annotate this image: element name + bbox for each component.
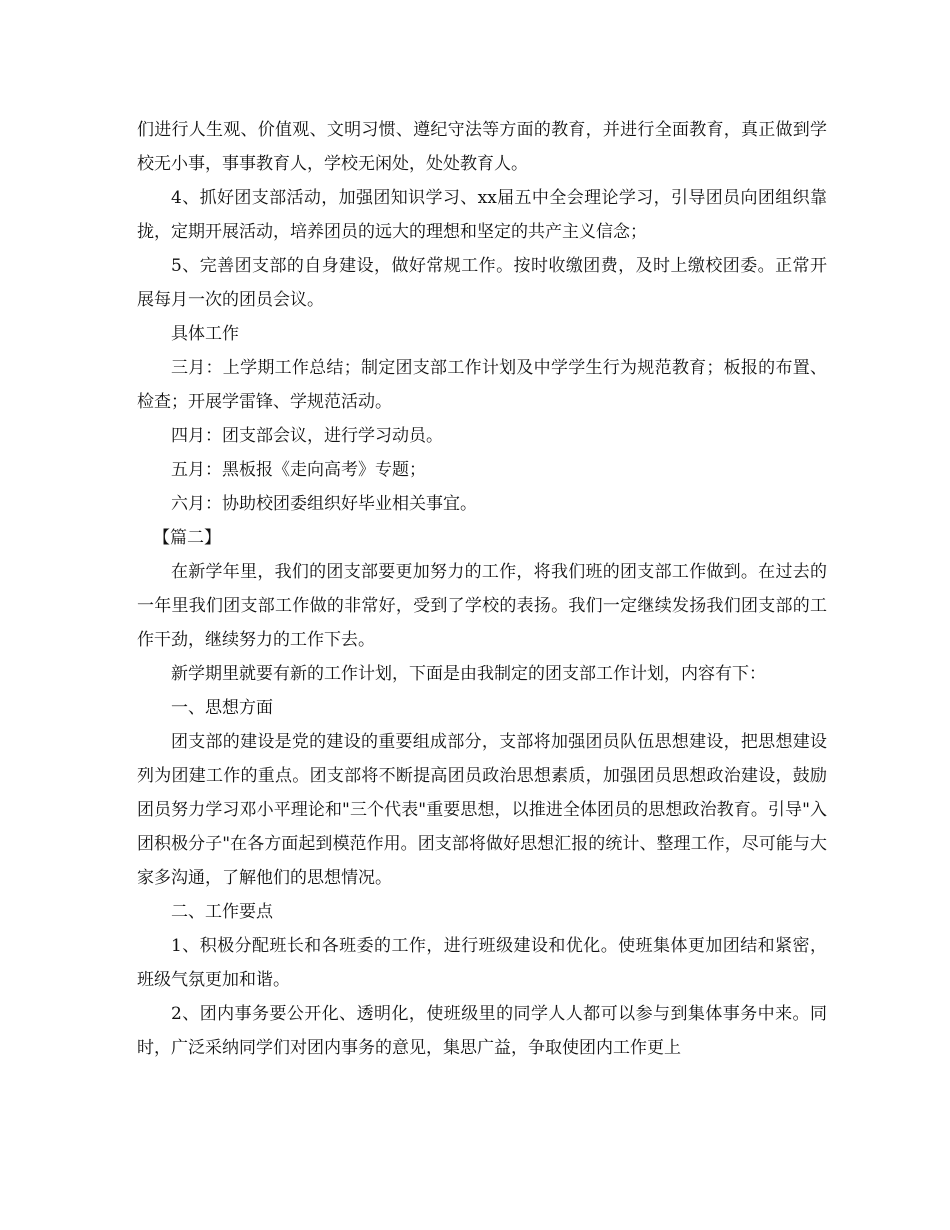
paragraph: 5、完善团支部的自身建设，做好常规工作。按时收缴团费，及时上缴校团委。正常开展每月一次的团员会议。 [137,256,827,310]
paragraph: 新学期里就要有新的工作计划，下面是由我制定的团支部工作计划，内容有下： [171,664,766,684]
section-heading: 【篇二】 [153,528,221,548]
subheading: 具体工作 [171,324,239,344]
paragraph: 在新学年里，我们的团支部要更加努力的工作，将我们班的团支部工作做到。在过去的一年里我们团支部工作做的非常好，受到了学校的表扬。我们一定继续发扬我们团支部的工作干劲，继续努力的工作下去。 [137,562,827,650]
paragraph: 六月：协助校团委组织好毕业相关事宜。 [171,494,477,514]
document-body [137,113,827,1065]
subheading: 一、思想方面 [171,698,273,718]
paragraph: 4、抓好团支部活动，加强团知识学习、xx届五中全会理论学习，引导团员向团组织靠拢，定期开展活动，培养团员的远大的理想和坚定的共产主义信念； [137,188,827,242]
paragraph: 们进行人生观、价值观、文明习惯、遵纪守法等方面的教育，并进行全面教育，真正做到学校无小事，事事教育人，学校无闲处，处处教育人。 [137,120,827,174]
paragraph: 四月：团支部会议，进行学习动员。 [171,426,443,446]
paragraph: 三月：上学期工作总结；制定团支部工作计划及中学学生行为规范教育；板报的布置、检查；开展学雷锋、学规范活动。 [137,358,827,412]
paragraph: 2、团内事务要公开化、透明化，使班级里的同学人人都可以参与到集体事务中来。同时，广泛采纳同学们对团内事务的意见，集思广益，争取使团内工作更上 [137,1004,827,1058]
subheading: 二、工作要点 [171,902,273,922]
paragraph: 团支部的建设是党的建设的重要组成部分，支部将加强团员队伍思想建设，把思想建设列为团建工作的重点。团支部将不断提高团员政治思想素质，加强团员思想政治建设，鼓励团员努力学习邓小平理论和"三个代表"重要思想，以推进全体团员的思想政治教育。引导"入团积极分子"在各方面起到模范作用。团支部将做好思想汇报的统计、整理工作，尽可能与大家多沟通，了解他们的思想情况。 [137,732,827,888]
paragraph: 1、积极分配班长和各班委的工作，进行班级建设和优化。使班集体更加团结和紧密，班级气氛更加和谐。 [137,936,827,990]
paragraph: 五月：黑板报《走向高考》专题； [171,460,426,480]
